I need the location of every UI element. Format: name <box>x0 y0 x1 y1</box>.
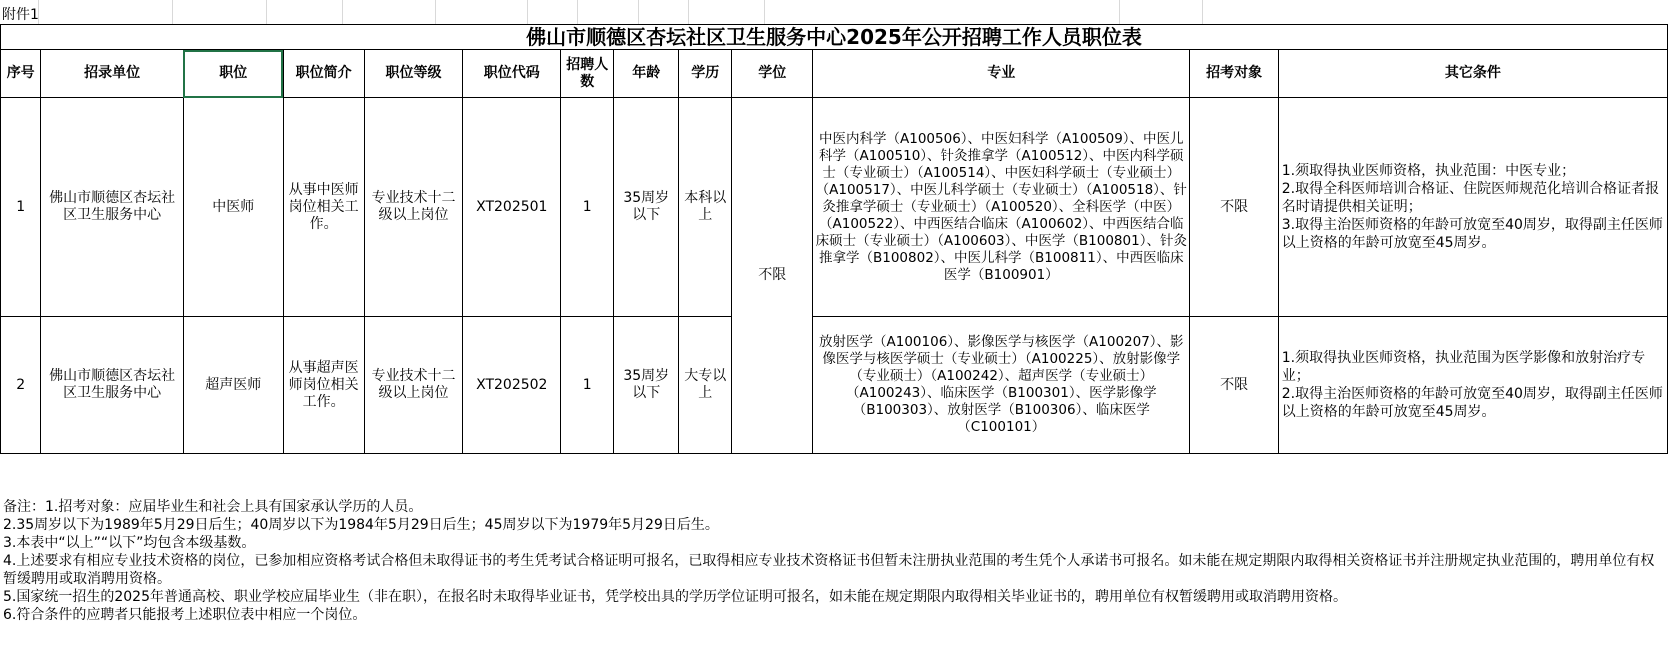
position-cell[interactable]: 中医师 <box>183 98 283 317</box>
note-line[interactable]: 4.上述要求有相应专业技术资格的岗位，已参加相应资格考试合格但未取得证书的考生凭考试合格证明可报名，已取得相应专业技术资格证书但暂未注册执业范围的考生凭个人承诺书可报名。如未能在规定期限内取得相关资格证书并注册规定执业范围的，聘用单位有权暂缓聘用或取消聘用资格。 <box>3 553 1655 587</box>
header-cell-selected[interactable]: 职位 <box>183 50 283 98</box>
header-cell[interactable]: 招聘人数 <box>561 50 614 98</box>
other-conditions-text: 1.须取得执业医师资格，执业范围为医学影像和放射治疗专业； 2.取得主治医师资格的年龄可放宽至40周岁，取得副主任医师以上资格的年龄可放宽至45周岁。 <box>1281 350 1663 420</box>
age-cell[interactable]: 35周岁以下 <box>614 317 679 454</box>
education-cell[interactable]: 大专以上 <box>679 317 732 454</box>
gridline <box>435 0 436 24</box>
other-conditions-text: 1.须取得执业医师资格，执业范围：中医专业； 2.取得全科医师培训合格证、住院医师规范化培训合格证者报名时请提供相关证明； 3.取得主治医师资格的年龄可放宽至40周岁，取得副主任医师以上资格的年龄可放宽至45周岁。 <box>1281 163 1663 251</box>
notes-section <box>3 498 1663 624</box>
header-cell[interactable]: 职位代码 <box>463 50 561 98</box>
gridline <box>764 0 765 24</box>
header-cell[interactable]: 职位简介 <box>283 50 364 98</box>
table-row <box>1 317 1668 454</box>
intro-cell[interactable]: 从事超声医师岗位相关工作。 <box>283 317 364 454</box>
header-cell[interactable]: 招录单位 <box>41 50 183 98</box>
code-cell[interactable]: XT202501 <box>463 98 561 317</box>
grade-cell[interactable]: 专业技术十二级以上岗位 <box>364 317 463 454</box>
age-cell[interactable]: 35周岁以下 <box>614 98 679 317</box>
header-cell[interactable]: 职位等级 <box>364 50 463 98</box>
note-line[interactable]: 3.本表中“以上”“以下”均包含本级基数。 <box>3 535 256 551</box>
seq-cell[interactable]: 2 <box>1 317 41 454</box>
note-line[interactable]: 2.35周岁以下为1989年5月29日后生；40周岁以下为1984年5月29日后生；45周岁以下为1979年5月29日后生。 <box>3 517 719 533</box>
gridline <box>172 0 173 24</box>
major-cell[interactable]: 放射医学（A100106）、影像医学与核医学（A100207）、影像医学与核医学硕士（专业硕士）（A100225）、放射影像学（专业硕士）（A100242）、超声医学（专业硕士）（A100243）、临床医学（B100301）、医学影像学（B100303）、放射医学（B100306）、临床医学（C100101） <box>813 317 1190 454</box>
seq-cell[interactable]: 1 <box>1 98 41 317</box>
annex-label[interactable]: 附件1 <box>2 7 39 23</box>
unit-cell[interactable]: 佛山市顺德区杏坛社区卫生服务中心 <box>41 98 183 317</box>
major-cell[interactable]: 中医内科学（A100506）、中医妇科学（A100509）、中医儿科学（A100510）、针灸推拿学（A100512）、中医内科学硕士（专业硕士）（A100514）、中医妇科学硕士（专业硕士）（A100517）、中医儿科学硕士（专业硕士）（A100518）、针灸推拿学硕士（专业硕士）（A100520）、全科医学（中医）（A100522）、中西医结合临床（A100602）、中西医结合临床硕士（专业硕士）（A100603）、中医学（B100801）、针灸推拿学（B100802）、中医儿科学（B100811）、中西医临床医学（B100901） <box>813 98 1190 317</box>
gridline <box>1202 0 1203 24</box>
gridline <box>266 0 267 24</box>
gridline <box>577 0 578 24</box>
note-line[interactable]: 6.符合条件的应聘者只能报考上述职位表中相应一个岗位。 <box>3 607 367 623</box>
header-cell[interactable]: 序号 <box>1 50 41 98</box>
table-title[interactable]: 佛山市顺德区杏坛社区卫生服务中心2025年公开招聘工作人员职位表 <box>1 25 1668 50</box>
header-cell[interactable]: 招考对象 <box>1190 50 1278 98</box>
header-cell[interactable]: 学位 <box>732 50 813 98</box>
intro-cell[interactable]: 从事中医师岗位相关工作。 <box>283 98 364 317</box>
note-line[interactable]: 备注：1.招考对象：应届毕业生和社会上具有国家承认学历的人员。 <box>3 499 423 515</box>
header-cell[interactable]: 其它条件 <box>1278 50 1667 98</box>
grade-cell[interactable]: 专业技术十二级以上岗位 <box>364 98 463 317</box>
header-row <box>1 50 1668 98</box>
education-cell[interactable]: 本科以上 <box>679 98 732 317</box>
target-cell[interactable]: 不限 <box>1190 98 1278 317</box>
unit-cell[interactable]: 佛山市顺德区杏坛社区卫生服务中心 <box>41 317 183 454</box>
position-cell[interactable]: 超声医师 <box>183 317 283 454</box>
other-conditions-cell[interactable] <box>1278 317 1667 454</box>
header-cell[interactable]: 专业 <box>813 50 1190 98</box>
gridline <box>342 0 343 24</box>
header-cell[interactable]: 学历 <box>679 50 732 98</box>
position-table <box>0 24 1668 454</box>
code-cell[interactable]: XT202502 <box>463 317 561 454</box>
target-cell[interactable]: 不限 <box>1190 317 1278 454</box>
degree-cell[interactable]: 不限 <box>732 98 813 454</box>
gridline <box>638 0 639 24</box>
gridline <box>1119 0 1120 24</box>
header-cell[interactable]: 年龄 <box>614 50 679 98</box>
count-cell[interactable]: 1 <box>561 317 614 454</box>
table-row <box>1 98 1668 317</box>
other-conditions-cell[interactable] <box>1278 98 1667 317</box>
note-line[interactable]: 5.国家统一招生的2025年普通高校、职业学校应届毕业生（非在职），在报名时未取得毕业证书，凭学校出具的学历学位证明可报名，如未能在规定期限内取得相关毕业证书的，聘用单位有权暂缓聘用或取消聘用资格。 <box>3 589 1347 605</box>
gridline <box>688 0 689 24</box>
gridline <box>527 0 528 24</box>
count-cell[interactable]: 1 <box>561 98 614 317</box>
